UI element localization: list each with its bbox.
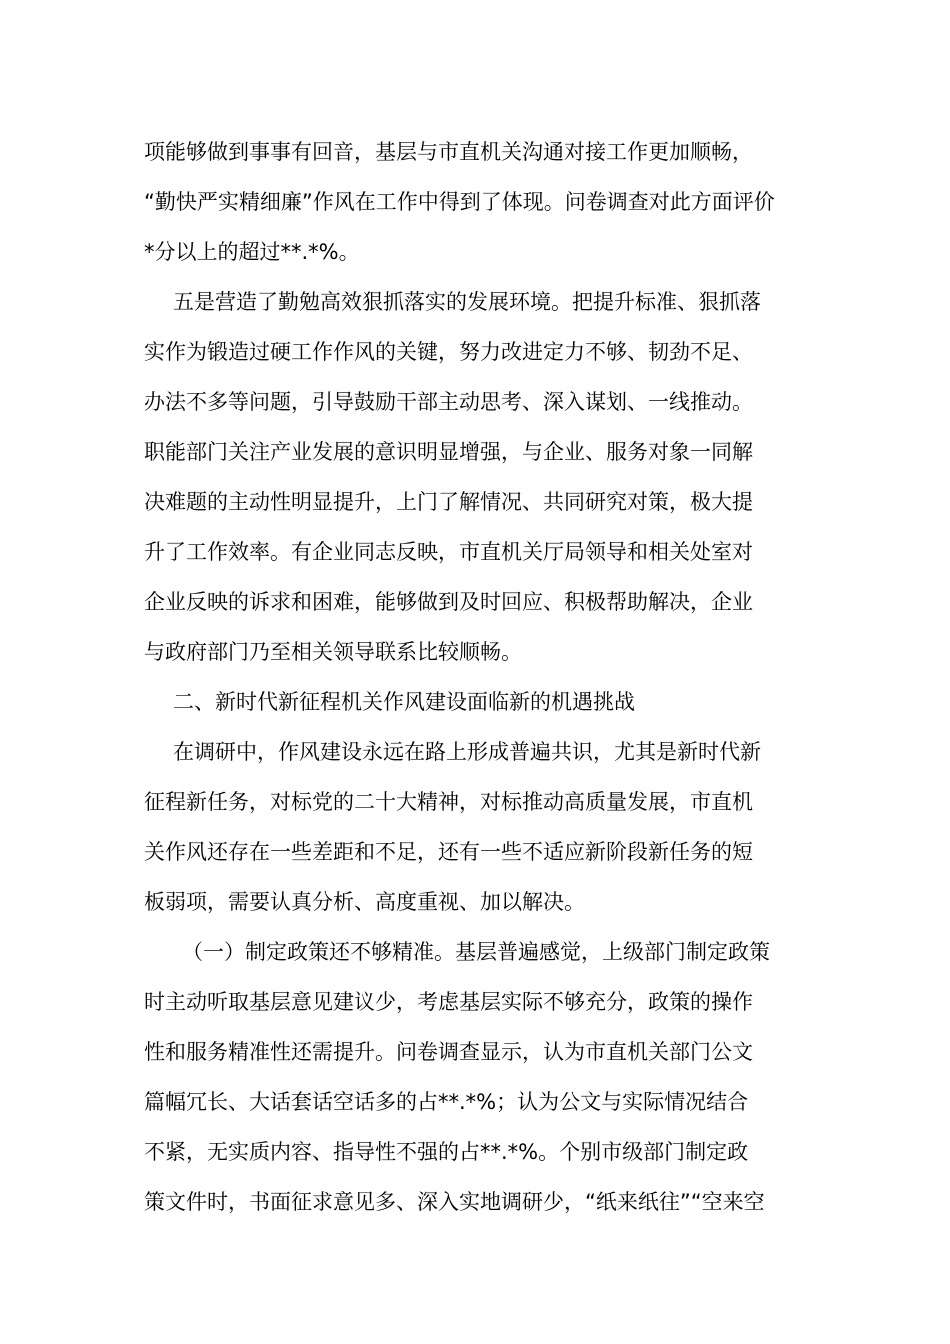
paragraph-line: “勤快严实精细廉”作风在工作中得到了体现。问卷调查对此方面评价 xyxy=(144,190,775,214)
paragraph-line: 篇幅冗长、大话套话空话多的占**.*%；认为公文与实际情况结合 xyxy=(144,1090,749,1114)
paragraph-line: 在调研中，作风建设永远在路上形成普遍共识，尤其是新时代新 xyxy=(173,740,761,764)
paragraph-line: 不紧，无实质内容、指导性不强的占**.*%。个别市级部门制定政 xyxy=(144,1140,749,1164)
paragraph-line: 与政府部门乃至相关领导联系比较顺畅。 xyxy=(144,640,522,664)
paragraph-line: 五是营造了勤勉高效狠抓落实的发展环境。把提升标准、狠抓落 xyxy=(173,290,761,314)
paragraph-line: 时主动听取基层意见建议少，考虑基层实际不够充分，政策的操作 xyxy=(144,990,753,1014)
document-body xyxy=(144,127,808,1227)
section-heading: 二、新时代新征程机关作风建设面临新的机遇挑战 xyxy=(173,690,635,714)
paragraph-line: 办法不多等问题，引导鼓励干部主动思考、深入谋划、一线推动。 xyxy=(144,390,753,414)
paragraph-line: 实作为锻造过硬工作作风的关键，努力改进定力不够、韧劲不足、 xyxy=(144,340,753,364)
paragraph-line: 板弱项，需要认真分析、高度重视、加以解决。 xyxy=(144,890,585,914)
paragraph-line: 征程新任务，对标党的二十大精神，对标推动高质量发展，市直机 xyxy=(144,790,753,814)
subsection-line: （一）制定政策还不够精准。基层普遍感觉，上级部门制定政策 xyxy=(182,940,770,964)
paragraph-line: 项能够做到事事有回音，基层与市直机关沟通对接工作更加顺畅， xyxy=(144,140,753,164)
paragraph-line: 升了工作效率。有企业同志反映，市直机关厅局领导和相关处室对 xyxy=(144,540,753,564)
paragraph-line: 关作风还存在一些差距和不足，还有一些不适应新阶段新任务的短 xyxy=(144,840,753,864)
paragraph-line: 决难题的主动性明显提升，上门了解情况、共同研究对策，极大提 xyxy=(144,490,753,514)
paragraph-line: 性和服务精准性还需提升。问卷调查显示，认为市直机关部门公文 xyxy=(144,1040,753,1064)
paragraph-line: *分以上的超过**.*%。 xyxy=(144,240,360,264)
paragraph-line: 策文件时，书面征求意见多、深入实地调研少，“纸来纸往”“空来空 xyxy=(144,1190,765,1214)
paragraph-line: 企业反映的诉求和困难，能够做到及时回应、积极帮助解决，企业 xyxy=(144,590,753,614)
paragraph-line: 职能部门关注产业发展的意识明显增强，与企业、服务对象一同解 xyxy=(144,440,753,464)
